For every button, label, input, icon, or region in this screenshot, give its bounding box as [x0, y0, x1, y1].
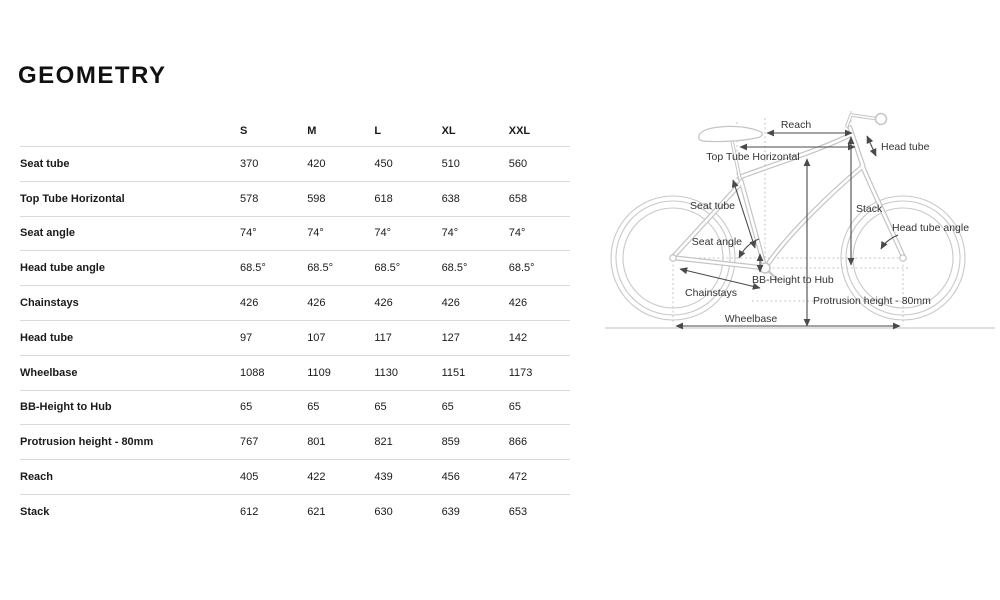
- row-label: Reach: [20, 471, 54, 484]
- row-value: 859: [441, 436, 460, 449]
- row-value: 866: [508, 436, 528, 449]
- table-row: [20, 182, 570, 217]
- label-seat-angle: Seat angle: [691, 236, 742, 248]
- table-row: [20, 495, 570, 530]
- row-value: 74°: [441, 227, 459, 240]
- row-value: 612: [240, 506, 259, 519]
- row-label: Top Tube Horizontal: [20, 192, 125, 205]
- row-value: 68.5°: [374, 262, 401, 275]
- row-value: 117: [374, 331, 392, 344]
- label-chainstays: Chainstays: [685, 287, 737, 299]
- bottom-bracket: [760, 263, 770, 273]
- table-row: [20, 251, 570, 286]
- diagram-labels: [685, 119, 969, 325]
- row-value: 450: [374, 157, 393, 170]
- row-value: 510: [441, 157, 460, 170]
- chainstays-arrow: [680, 269, 760, 288]
- row-value: 68.5°: [508, 262, 535, 275]
- row-value: 630: [374, 506, 393, 519]
- label-protrusion: Protrusion height - 80mm: [813, 295, 931, 307]
- label-wheelbase: Wheelbase: [724, 313, 778, 325]
- row-value: 426: [307, 297, 326, 310]
- row-label: Head tube angle: [20, 262, 105, 275]
- label-bb-height: BB-Height to Hub: [752, 274, 834, 286]
- column-header-xl: XL: [441, 125, 456, 137]
- row-value: 618: [374, 192, 393, 205]
- column-header-l: L: [374, 125, 382, 137]
- row-value: 621: [307, 506, 326, 519]
- label-stack: Stack: [856, 203, 883, 215]
- row-value: 821: [374, 436, 393, 449]
- column-header-s: S: [240, 125, 248, 137]
- row-label: Seat angle: [20, 227, 76, 240]
- row-value: 639: [441, 506, 460, 519]
- label-reach: Reach: [780, 119, 812, 131]
- row-label: Seat tube: [20, 157, 70, 170]
- row-value: 1151: [441, 366, 466, 379]
- table-row: [20, 147, 570, 182]
- row-value: 74°: [307, 227, 324, 240]
- row-value: 68.5°: [240, 262, 266, 275]
- row-value: 65: [508, 401, 521, 414]
- row-value: 472: [508, 471, 528, 484]
- table-row: [20, 460, 570, 495]
- row-value: 801: [307, 436, 326, 449]
- row-value: 68.5°: [307, 262, 333, 275]
- table-row: [20, 217, 570, 252]
- row-label: Protrusion height - 80mm: [20, 436, 154, 449]
- row-value: 578: [240, 192, 259, 205]
- geometry-table-rows: [20, 147, 570, 530]
- geometry-table: [20, 110, 570, 530]
- table-header-row: [20, 110, 570, 147]
- row-value: 370: [240, 157, 259, 170]
- column-header-m: M: [307, 125, 317, 137]
- row-value: 97: [240, 331, 253, 344]
- row-value: 426: [374, 297, 393, 310]
- row-label: Chainstays: [20, 297, 79, 310]
- row-value: 1088: [240, 366, 265, 379]
- table-row: [20, 391, 570, 426]
- row-label: Wheelbase: [20, 366, 78, 379]
- rear-hub: [670, 255, 676, 261]
- bike-geometry-diagram: [600, 95, 1000, 345]
- handlebar-grip: [876, 114, 887, 125]
- row-value: 65: [240, 401, 253, 414]
- row-value: 1130: [374, 366, 399, 379]
- front-hub: [900, 255, 906, 261]
- row-label: BB-Height to Hub: [20, 401, 112, 414]
- table-row: [20, 425, 570, 460]
- page-title: GEOMETRY: [18, 62, 167, 89]
- row-value: 1173: [508, 366, 533, 379]
- row-value: 74°: [508, 227, 526, 240]
- row-value: 426: [441, 297, 460, 310]
- row-value: 1109: [307, 366, 331, 379]
- row-value: 142: [508, 331, 528, 344]
- row-value: 65: [441, 401, 454, 414]
- row-value: 68.5°: [441, 262, 468, 275]
- row-value: 107: [307, 331, 326, 344]
- row-value: 422: [307, 471, 326, 484]
- saddle: [699, 126, 763, 141]
- label-head-tube: Head tube: [881, 141, 930, 153]
- row-value: 653: [508, 506, 528, 519]
- row-value: 456: [441, 471, 460, 484]
- column-header-xxl: XXL: [508, 125, 531, 137]
- row-value: 65: [374, 401, 387, 414]
- row-value: 638: [441, 192, 460, 205]
- row-value: 65: [307, 401, 320, 414]
- label-seat-tube: Seat tube: [690, 200, 735, 212]
- row-value: 405: [240, 471, 259, 484]
- row-value: 426: [240, 297, 259, 310]
- row-label: Head tube: [20, 331, 74, 344]
- row-value: 420: [307, 157, 326, 170]
- row-value: 439: [374, 471, 393, 484]
- label-top-tube: Top Tube Horizontal: [706, 151, 800, 163]
- label-head-tube-angle: Head tube angle: [892, 222, 970, 234]
- row-label: Stack: [20, 506, 50, 519]
- table-row: [20, 356, 570, 391]
- row-value: 598: [307, 192, 326, 205]
- head-tube-arrow: [867, 136, 876, 156]
- row-value: 658: [508, 192, 528, 205]
- table-row: [20, 321, 570, 356]
- row-value: 74°: [240, 227, 257, 240]
- row-value: 127: [441, 331, 460, 344]
- row-value: 767: [240, 436, 259, 449]
- row-value: 426: [508, 297, 528, 310]
- row-value: 74°: [374, 227, 392, 240]
- table-row: [20, 286, 570, 321]
- row-value: 560: [508, 157, 528, 170]
